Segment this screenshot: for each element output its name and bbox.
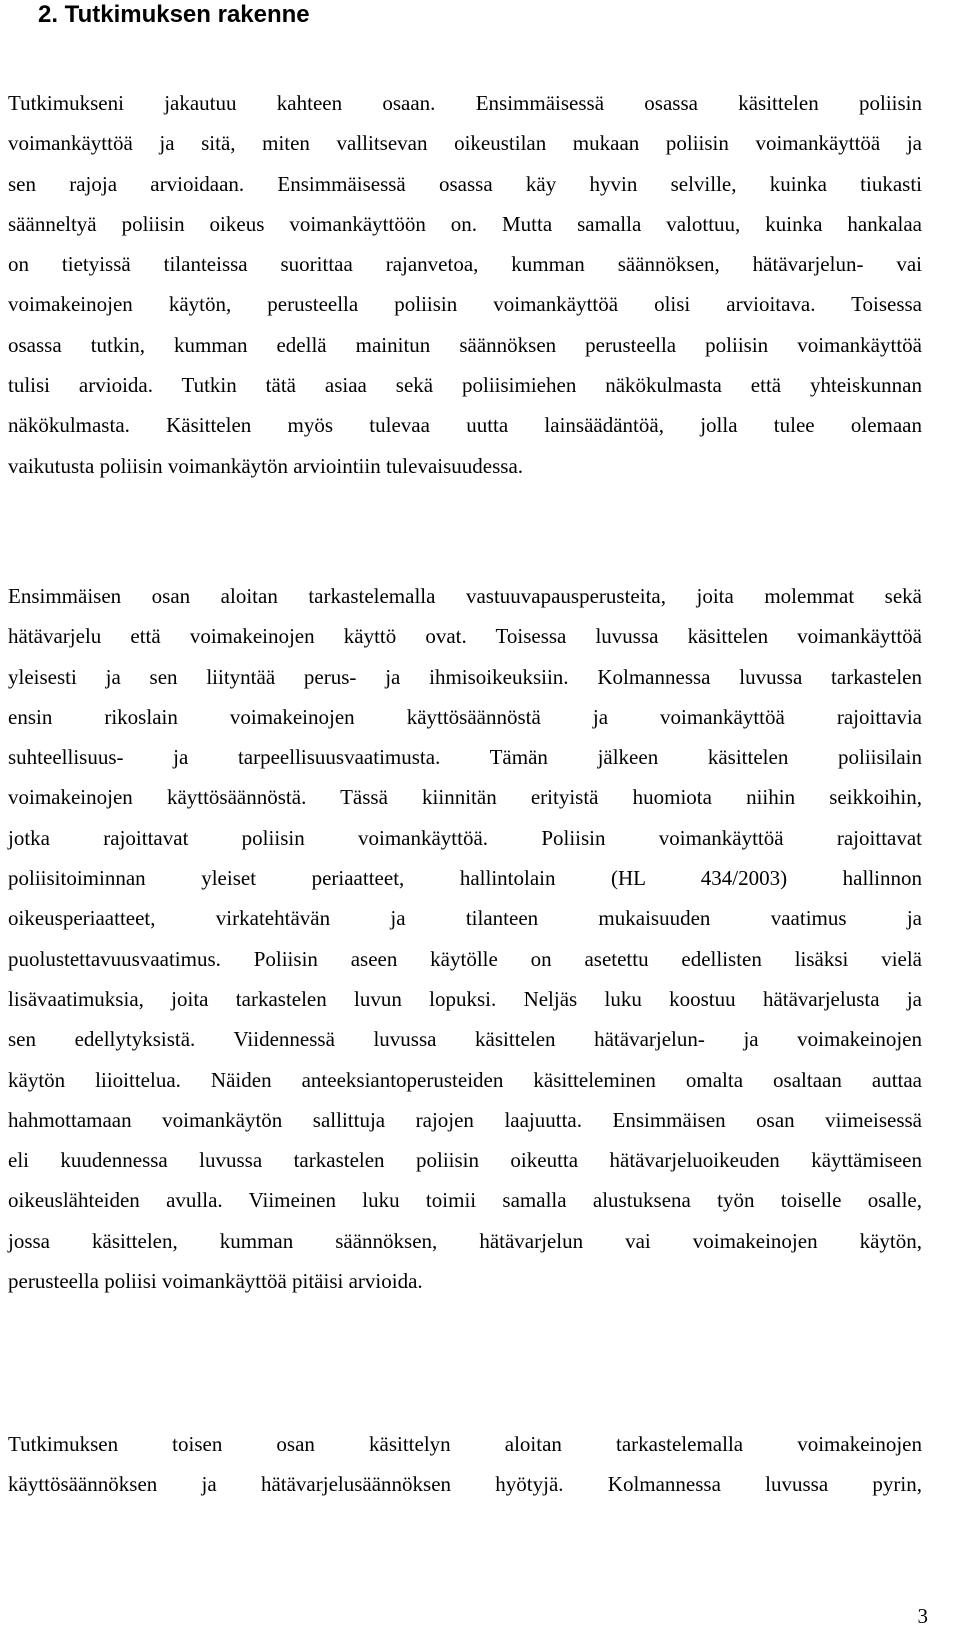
- text-line: käyttösäännöksen ja hätävarjelusäännöksen hyötyjä. Kolmannessa luvussa pyrin,: [8, 1472, 922, 1497]
- paragraph-2: [8, 576, 922, 1301]
- text-line: voimakeinojen käytön, perusteella poliisin voimankäyttöä olisi arvioitava. Toisessa: [8, 292, 922, 317]
- text-line: Tutkimuksen toisen osan käsittelyn aloitan tarkastelemalla voimakeinojen: [8, 1432, 922, 1456]
- text-line: Tutkimukseni jakautuu kahteen osaan. Ensimmäisessä osassa käsittelen poliisin: [8, 91, 922, 115]
- text-line: perusteella poliisi voimankäyttöä pitäisi arvioida.: [8, 1269, 423, 1294]
- text-line: käytön liioittelua. Näiden anteeksiantoperusteiden käsitteleminen omalta osaltaan auttaa: [8, 1067, 922, 1092]
- section-heading: 2. Tutkimuksen rakenne: [38, 1, 310, 28]
- text-line: säänneltyä poliisin oikeus voimankäyttöön on. Mutta samalla valottuu, kuinka hankalaa: [8, 211, 922, 236]
- text-line: osassa tutkin, kumman edellä mainitun säännöksen perusteella poliisin voimankäyttöä: [8, 332, 922, 357]
- text-line: oikeusperiaatteet, virkatehtävän ja tilanteen mukaisuuden vaatimus ja: [8, 906, 922, 931]
- text-line: lisävaatimuksia, joita tarkastelen luvun lopuksi. Neljäs luku koostuu hätävarjelusta ja: [8, 986, 922, 1011]
- paragraph-1: [8, 83, 922, 486]
- text-line: hahmottamaan voimankäytön sallittuja rajojen laajuutta. Ensimmäisen osan viimeisessä: [8, 1107, 922, 1132]
- paragraph-3: [8, 1424, 922, 1505]
- text-line: Ensimmäisen osan aloitan tarkastelemalla vastuuvapausperusteita, joita molemmat sekä: [8, 584, 922, 608]
- text-line: puolustettavuusvaatimus. Poliisin aseen käytölle on asetettu edellisten lisäksi vielä: [8, 946, 922, 971]
- text-line: hätävarjelu että voimakeinojen käyttö ovat. Toisessa luvussa käsittelen voimankäyttöä: [8, 624, 922, 649]
- text-line: voimankäyttöä ja sitä, miten vallitsevan oikeustilan mukaan poliisin voimankäyttöä ja: [8, 131, 922, 156]
- text-line: on tietyissä tilanteissa suorittaa rajanvetoa, kumman säännöksen, hätävarjelun- vai: [8, 252, 922, 277]
- text-line: sen rajoja arvioidaan. Ensimmäisessä osassa käy hyvin selville, kuinka tiukasti: [8, 171, 922, 196]
- text-line: suhteellisuus- ja tarpeellisuusvaatimusta. Tämän jälkeen käsittelen poliisilain: [8, 745, 922, 770]
- page-number: 3: [917, 1604, 928, 1628]
- text-line: eli kuudennessa luvussa tarkastelen poliisin oikeutta hätävarjeluoikeuden käyttämiseen: [8, 1148, 922, 1173]
- text-line: tulisi arvioida. Tutkin tätä asiaa sekä poliisimiehen näkökulmasta että yhteiskunnan: [8, 373, 922, 398]
- text-line: näkökulmasta. Käsittelen myös tulevaa uutta lainsäädäntöä, jolla tulee olemaan: [8, 413, 922, 438]
- text-line: vaikutusta poliisin voimankäytön arviointiin tulevaisuudessa.: [8, 453, 524, 478]
- text-line: poliisitoiminnan yleiset periaatteet, hallintolain (HL 434/2003) hallinnon: [8, 866, 922, 891]
- text-line: yleisesti ja sen liityntää perus- ja ihmisoikeuksiin. Kolmannessa luvussa tarkastelen: [8, 664, 922, 689]
- text-line: oikeuslähteiden avulla. Viimeinen luku toimii samalla alustuksena työn toiselle osalle,: [8, 1188, 922, 1213]
- text-line: jotka rajoittavat poliisin voimankäyttöä. Poliisin voimankäyttöä rajoittavat: [8, 825, 922, 850]
- text-line: ensin rikoslain voimakeinojen käyttösäännöstä ja voimankäyttöä rajoittavia: [8, 704, 922, 729]
- text-line: voimakeinojen käyttösäännöstä. Tässä kiinnitän erityistä huomiota niihin seikkoihin,: [8, 785, 922, 810]
- text-line: sen edellytyksistä. Viidennessä luvussa käsittelen hätävarjelun- ja voimakeinojen: [8, 1027, 922, 1052]
- text-line: jossa käsittelen, kumman säännöksen, hätävarjelun vai voimakeinojen käytön,: [8, 1228, 922, 1253]
